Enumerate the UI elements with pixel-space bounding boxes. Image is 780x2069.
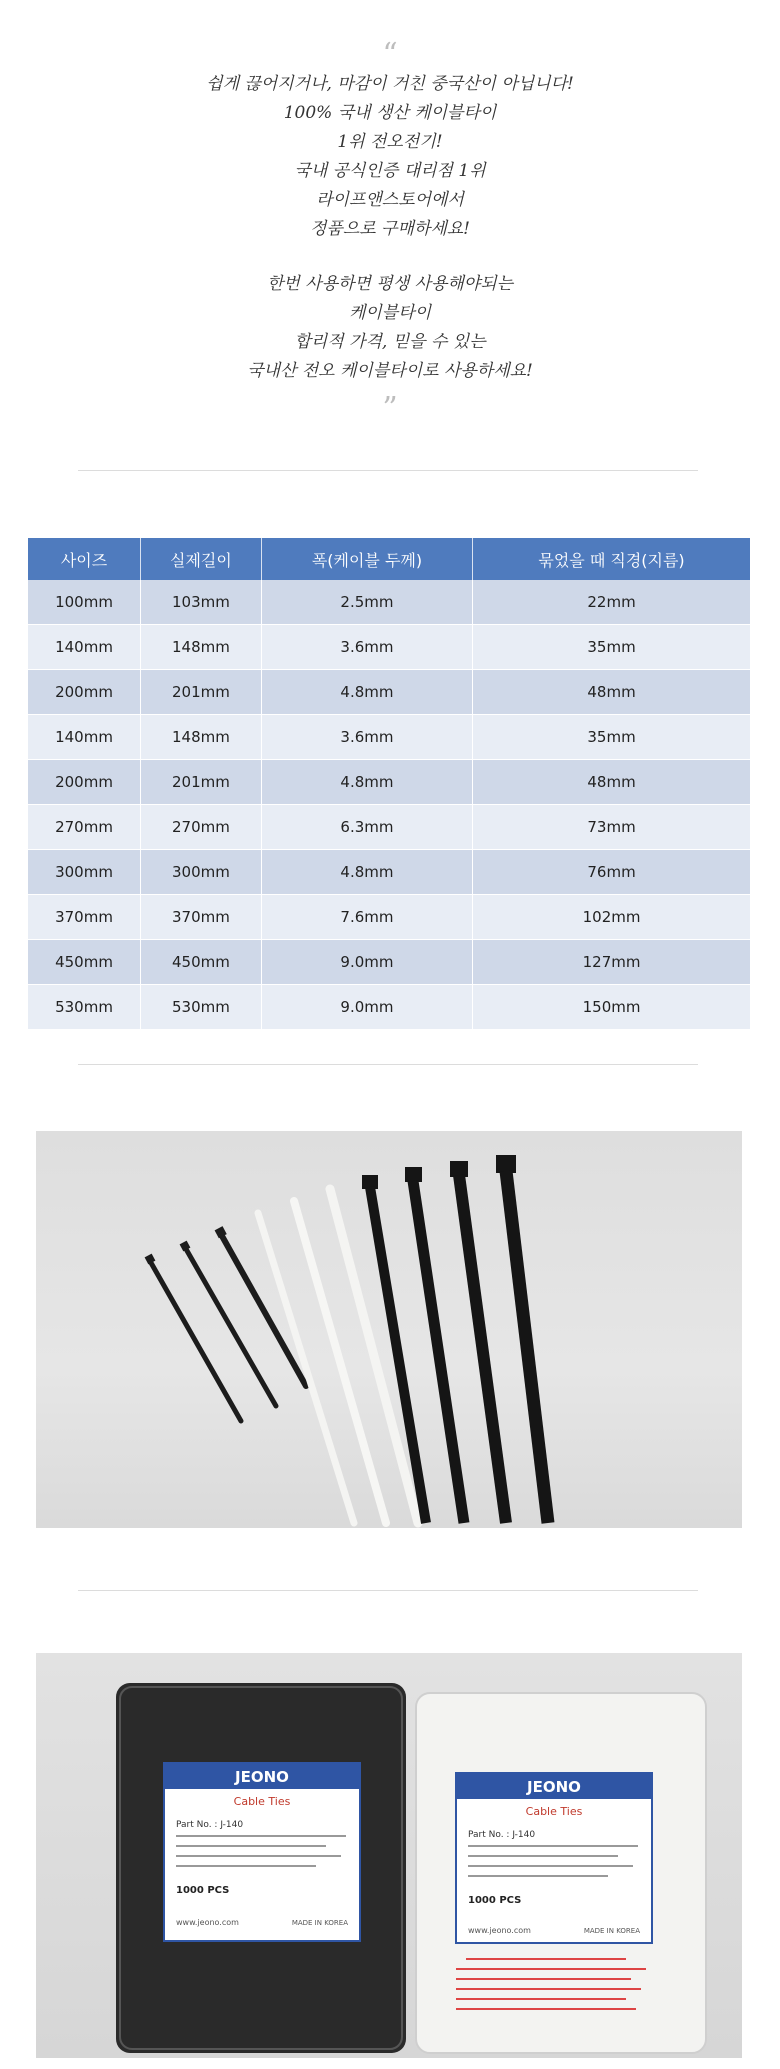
table-cell: 35mm [473, 715, 750, 760]
table-cell: 2.5mm [261, 580, 472, 625]
packaged-cable-ties-photo [36, 1653, 742, 2058]
table-row [28, 805, 750, 850]
table-cell: 450mm [28, 940, 141, 985]
quote-line: 케이블타이 [348, 303, 432, 323]
table-cell: 103mm [141, 580, 262, 625]
quote-section [0, 37, 780, 426]
table-cell: 300mm [141, 850, 262, 895]
white-label-subtitle: Cable Ties [525, 1805, 583, 1818]
table-cell: 370mm [141, 895, 262, 940]
table-cell: 4.8mm [261, 670, 472, 715]
table-cell: 127mm [473, 940, 750, 985]
table-cell: 9.0mm [261, 940, 472, 985]
table-cell: 450mm [141, 940, 262, 985]
table-cell: 370mm [28, 895, 141, 940]
table-row [28, 985, 750, 1030]
table-cell: 35mm [473, 625, 750, 670]
black-label-part-no: Part No. : J-140 [176, 1820, 244, 1830]
white-label-brand: JEONO [527, 1778, 581, 1796]
table-cell: 22mm [473, 580, 750, 625]
header-width: 폭(케이블 두께) [261, 538, 472, 580]
table-cell: 102mm [473, 895, 750, 940]
table-cell: 4.8mm [261, 850, 472, 895]
close-quote-mark: ” [382, 391, 398, 426]
black-label-website: www.jeono.com [176, 1918, 239, 1927]
table-cell: 140mm [28, 625, 141, 670]
white-label-part-no: Part No. : J-140 [468, 1830, 536, 1840]
header-actual-length: 실제길이 [141, 538, 262, 580]
black-label-brand: JEONO [235, 1768, 289, 1786]
table-cell: 270mm [28, 805, 141, 850]
quote-line: 1위 전오전기! [337, 132, 443, 152]
table-cell: 530mm [28, 985, 141, 1030]
white-package-label [456, 1773, 652, 1943]
table-cell: 48mm [473, 670, 750, 715]
table-cell: 270mm [141, 805, 262, 850]
table-row [28, 715, 750, 760]
size-spec-table [28, 538, 750, 1030]
table-row [28, 940, 750, 985]
table-header-row [28, 538, 750, 580]
table-cell: 7.6mm [261, 895, 472, 940]
quote-line: 국내산 전오 케이블타이로 사용하세요! [247, 361, 533, 381]
quote-line: 정품으로 구매하세요! [309, 219, 471, 239]
table-cell: 530mm [141, 985, 262, 1030]
table-row [28, 895, 750, 940]
divider [78, 1590, 698, 1591]
table-row [28, 760, 750, 805]
header-bundle-diameter: 묶었을 때 직경(지름) [473, 538, 750, 580]
divider [78, 470, 698, 471]
white-label-website: www.jeono.com [468, 1926, 531, 1935]
table-cell: 76mm [473, 850, 750, 895]
table-cell: 3.6mm [261, 715, 472, 760]
quote-paragraph-2 [0, 270, 780, 386]
table-cell: 4.8mm [261, 760, 472, 805]
table-row [28, 625, 750, 670]
quote-line: 국내 공식인증 대리점 1위 [294, 161, 486, 181]
table-cell: 201mm [141, 670, 262, 715]
table-cell: 6.3mm [261, 805, 472, 850]
table-cell: 148mm [141, 715, 262, 760]
black-label-origin: MADE IN KOREA [291, 1919, 348, 1927]
white-label-origin: MADE IN KOREA [583, 1927, 640, 1935]
table-cell: 200mm [28, 670, 141, 715]
quote-line: 100% 국내 생산 케이블타이 [283, 103, 497, 123]
cable-ties-photo [36, 1131, 742, 1528]
table-cell: 200mm [28, 760, 141, 805]
open-quote-mark: “ [382, 37, 398, 72]
white-label-count: 1000 PCS [468, 1895, 522, 1906]
table-row [28, 670, 750, 715]
black-label-subtitle: Cable Ties [233, 1795, 291, 1808]
table-row [28, 850, 750, 895]
black-label-count: 1000 PCS [176, 1885, 230, 1896]
quote-line: 합리적 가격, 믿을 수 있는 [294, 332, 486, 352]
table-cell: 48mm [473, 760, 750, 805]
table-cell: 300mm [28, 850, 141, 895]
quote-line: 쉽게 끊어지거나, 마감이 거친 중국산이 아닙니다! [206, 74, 574, 94]
quote-line: 라이프앤스토어에서 [316, 190, 464, 210]
cable-ties-illustration [36, 1131, 742, 1528]
quote-paragraph-1 [0, 70, 780, 244]
table-cell: 150mm [473, 985, 750, 1030]
table-cell: 148mm [141, 625, 262, 670]
quote-line: 한번 사용하면 평생 사용해야되는 [266, 274, 514, 294]
table-cell: 140mm [28, 715, 141, 760]
packages-illustration [36, 1653, 742, 2058]
divider [78, 1064, 698, 1065]
black-package-label [164, 1763, 360, 1941]
table-cell: 73mm [473, 805, 750, 850]
table-cell: 201mm [141, 760, 262, 805]
header-size: 사이즈 [28, 538, 141, 580]
table-row [28, 580, 750, 625]
table-cell: 100mm [28, 580, 141, 625]
table-cell: 9.0mm [261, 985, 472, 1030]
table-cell: 3.6mm [261, 625, 472, 670]
